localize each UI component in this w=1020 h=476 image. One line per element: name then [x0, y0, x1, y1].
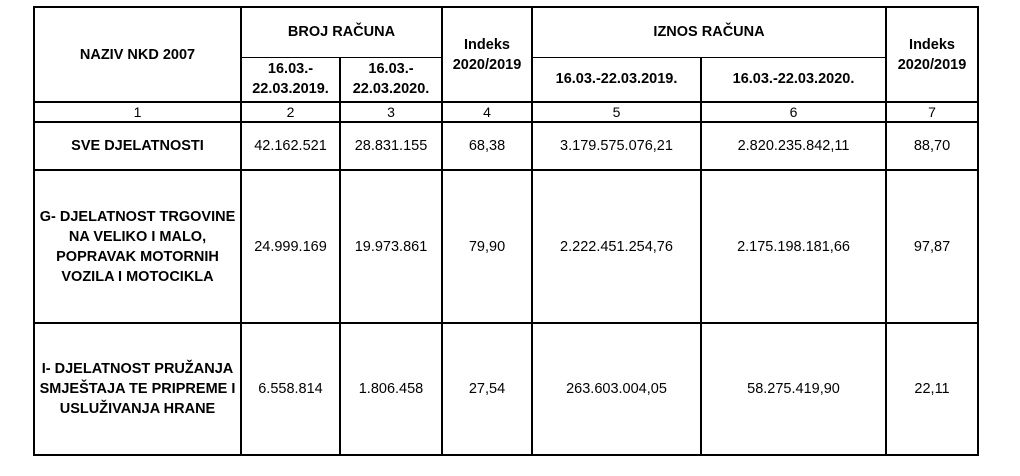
table-row: [34, 122, 978, 170]
row-broj-2020: 1.806.458: [340, 323, 442, 455]
table-row: [34, 170, 978, 323]
row-iznos-2020: 58.275.419,90: [701, 323, 886, 455]
row-iznos-2019: 2.222.451.254,76: [532, 170, 701, 323]
table-row: [34, 323, 978, 455]
header-naziv: NAZIV NKD 2007: [34, 7, 241, 102]
row-broj-2020: 19.973.861: [340, 170, 442, 323]
row-indeks-iznos: 88,70: [886, 122, 978, 170]
row-naziv: I- DJELATNOST PRUŽANJA SMJEŠTAJA TE PRIPREME I USLUŽIVANJA HRANE: [34, 323, 241, 455]
row-indeks-iznos: 22,11: [886, 323, 978, 455]
row-indeks-broj: 79,90: [442, 170, 532, 323]
header-iznos-racuna: IZNOS RAČUNA: [532, 7, 886, 57]
column-number: 4: [442, 102, 532, 122]
row-broj-2019: 6.558.814: [241, 323, 340, 455]
row-iznos-2020: 2.175.198.181,66: [701, 170, 886, 323]
column-number: 6: [701, 102, 886, 122]
data-table: [33, 6, 979, 456]
header-broj-racuna: BROJ RAČUNA: [241, 7, 442, 57]
indeks-label: Indeks: [909, 36, 955, 53]
indeks-years: 2020/2019: [452, 56, 522, 73]
header-indeks-broj: [442, 7, 532, 102]
header-iznos-2019: 16.03.-22.03.2019.: [532, 57, 701, 102]
column-number: 3: [340, 102, 442, 122]
header-broj-2020: 16.03.- 22.03.2020.: [340, 57, 442, 102]
row-indeks-broj: 27,54: [442, 323, 532, 455]
header-indeks-iznos: [886, 7, 978, 102]
row-broj-2020: 28.831.155: [340, 122, 442, 170]
header-iznos-2020: 16.03.-22.03.2020.: [701, 57, 886, 102]
indeks-years: 2020/2019: [897, 56, 967, 73]
row-naziv: G- DJELATNOST TRGOVINE NA VELIKO I MALO, POPRAVAK MOTORNIH VOZILA I MOTOCIKLA: [34, 170, 241, 323]
indeks-label: Indeks: [464, 36, 510, 53]
column-number: 7: [886, 102, 978, 122]
row-iznos-2019: 263.603.004,05: [532, 323, 701, 455]
row-iznos-2020: 2.820.235.842,11: [701, 122, 886, 170]
row-naziv: SVE DJELATNOSTI: [34, 122, 241, 170]
row-indeks-broj: 68,38: [442, 122, 532, 170]
row-indeks-iznos: 97,87: [886, 170, 978, 323]
column-number: 1: [34, 102, 241, 122]
row-broj-2019: 24.999.169: [241, 170, 340, 323]
header-broj-2019: 16.03.- 22.03.2019.: [241, 57, 340, 102]
row-iznos-2019: 3.179.575.076,21: [532, 122, 701, 170]
column-number: 5: [532, 102, 701, 122]
column-number: 2: [241, 102, 340, 122]
row-broj-2019: 42.162.521: [241, 122, 340, 170]
